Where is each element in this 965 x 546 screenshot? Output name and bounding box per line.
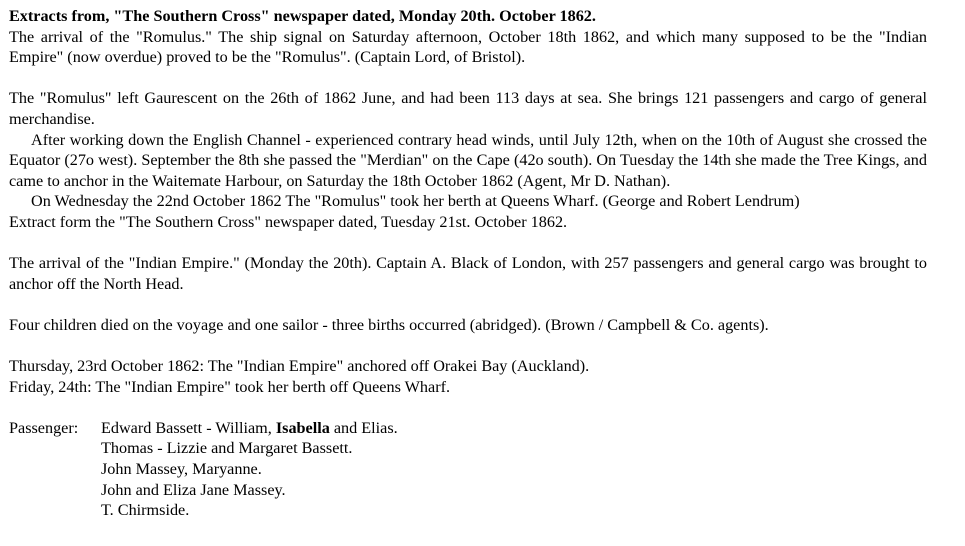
paragraph-romulus-route: After working down the English Channel - experienced contrary head winds, until July 12th, when on the 10th of August she crossed the Equator (27o west). September the 8th she passed the "Merdian" on the Cape (42o south). On Tuesday the 14th she made the Tree Kings, and came to anchor in the Waitemate Harbour, on Saturday the 18th October 1862 (Agent, Mr D. Nathan). [9, 130, 927, 190]
paragraph-spacer [9, 397, 927, 418]
paragraph-anchored-orakei: Thursday, 23rd October 1862: The "Indian Empire" anchored off Orakei Bay (Auckland). [9, 357, 590, 376]
passenger-label: Passenger: [9, 418, 79, 437]
paragraph-second-extract-heading: Extract form the "The Southern Cross" newspaper dated, Tuesday 21st. October 1862. [9, 212, 568, 231]
paragraph-spacer [9, 336, 927, 357]
document-body [9, 6, 927, 521]
passenger-line: Thomas - Lizzie and Margaret Bassett. [101, 439, 353, 458]
paragraph-spacer [9, 294, 927, 315]
passenger-name-bold: Isabella [275, 418, 330, 437]
passenger-line-text: and Elias. [329, 418, 398, 437]
passenger-list [101, 418, 927, 521]
paragraph-berth-queens-wharf: Friday, 24th: The "Indian Empire" took her berth off Queens Wharf. [9, 377, 451, 396]
paragraph-spacer [9, 233, 927, 254]
paragraph-romulus-berth: On Wednesday the 22nd October 1862 The "Romulus" took her berth at Queens Wharf. (George and Robert Lendrum) [31, 192, 800, 211]
passenger-line: John and Eliza Jane Massey. [101, 480, 286, 499]
passenger-line: John Massey, Maryanne. [101, 460, 262, 479]
passenger-line [101, 418, 927, 439]
document-title: Extracts from, "The Southern Cross" newspaper dated, Monday 20th. October 1862. [9, 7, 596, 25]
passenger-line: T. Chirmside. [101, 501, 190, 520]
passenger-block [9, 418, 927, 521]
paragraph-indian-empire-arrival: The arrival of the "Indian Empire." (Monday the 20th). Captain A. Black of London, with 257 passengers and general cargo was brought to anchor off the North Head. [9, 254, 927, 293]
paragraph-voyage-deaths: Four children died on the voyage and one sailor - three births occurred (abridged). (Brown / Campbell & Co. agents). [9, 315, 769, 334]
paragraph-romulus-arrival: The arrival of the "Romulus." The ship signal on Saturday afternoon, October 18th 1862, and which many supposed to be the "Indian Empire" (now overdue) proved to be the "Romulus". (Captain Lord, of Bristol). [9, 27, 927, 67]
paragraph-romulus-voyage: The "Romulus" left Gaurescent on the 26th of 1862 June, and had been 113 days at sea. She brings 121 passengers and cargo of general merchandise. [9, 89, 927, 128]
paragraph-spacer [9, 68, 927, 89]
passenger-line-text: Edward Bassett - William, [101, 418, 276, 437]
